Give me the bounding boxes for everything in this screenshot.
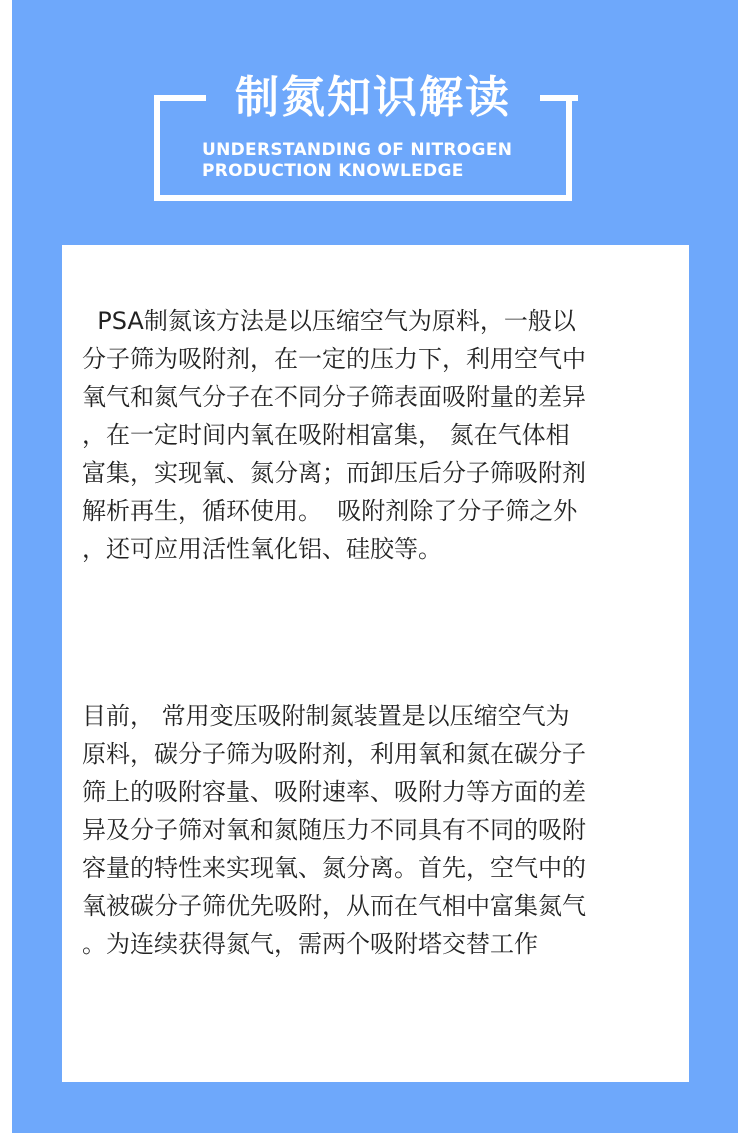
text-line: 氧气和氮气分子在不同分子筛表面吸附量的差异 bbox=[82, 383, 586, 411]
text-line: PSA制氮该方法是以压缩空气为原料，一般以 bbox=[82, 307, 576, 335]
content-card bbox=[62, 245, 689, 1082]
text-line: 富集，实现氧、氮分离；而卸压后分子筛吸附剂 bbox=[82, 459, 586, 487]
text-line: 容量的特性来实现氧、氮分离。首先，空气中的 bbox=[82, 854, 586, 882]
text-line: 筛上的吸附容量、吸附速率、吸附力等方面的差 bbox=[82, 778, 586, 806]
text-line: 解析再生，循环使用。 吸附剂除了分子筛之外 bbox=[82, 497, 578, 525]
text-line: 分子筛为吸附剂，在一定的压力下，利用空气中 bbox=[82, 345, 586, 373]
title-frame-top-right-segment bbox=[540, 95, 578, 101]
paragraph-current-devices bbox=[82, 697, 672, 963]
text-line: 氧被碳分子筛优先吸附，从而在气相中富集氮气 bbox=[82, 892, 586, 920]
paragraph-psa-method bbox=[82, 302, 672, 568]
subtitle-line-1: UNDERSTANDING OF NITROGEN bbox=[202, 140, 513, 160]
text-line: 原料，碳分子筛为吸附剂，利用氧和氮在碳分子 bbox=[82, 740, 586, 768]
text-line: ，在一定时间内氧在吸附相富集， 氮在气体相 bbox=[82, 421, 570, 449]
title-frame-top-left-segment bbox=[154, 95, 206, 101]
text-line: 。为连续获得氮气，需两个吸附塔交替工作 bbox=[82, 930, 538, 958]
subtitle-line-2: PRODUCTION KNOWLEDGE bbox=[202, 161, 464, 181]
page-subtitle-en bbox=[202, 140, 562, 182]
text-line: 异及分子筛对氧和氮随压力不同具有不同的吸附 bbox=[82, 816, 586, 844]
text-line: 目前， 常用变压吸附制氮装置是以压缩空气为 bbox=[82, 702, 570, 730]
text-line: ，还可应用活性氧化铝、硅胶等。 bbox=[82, 535, 442, 563]
page-title: 制氮知识解读 bbox=[235, 72, 511, 123]
